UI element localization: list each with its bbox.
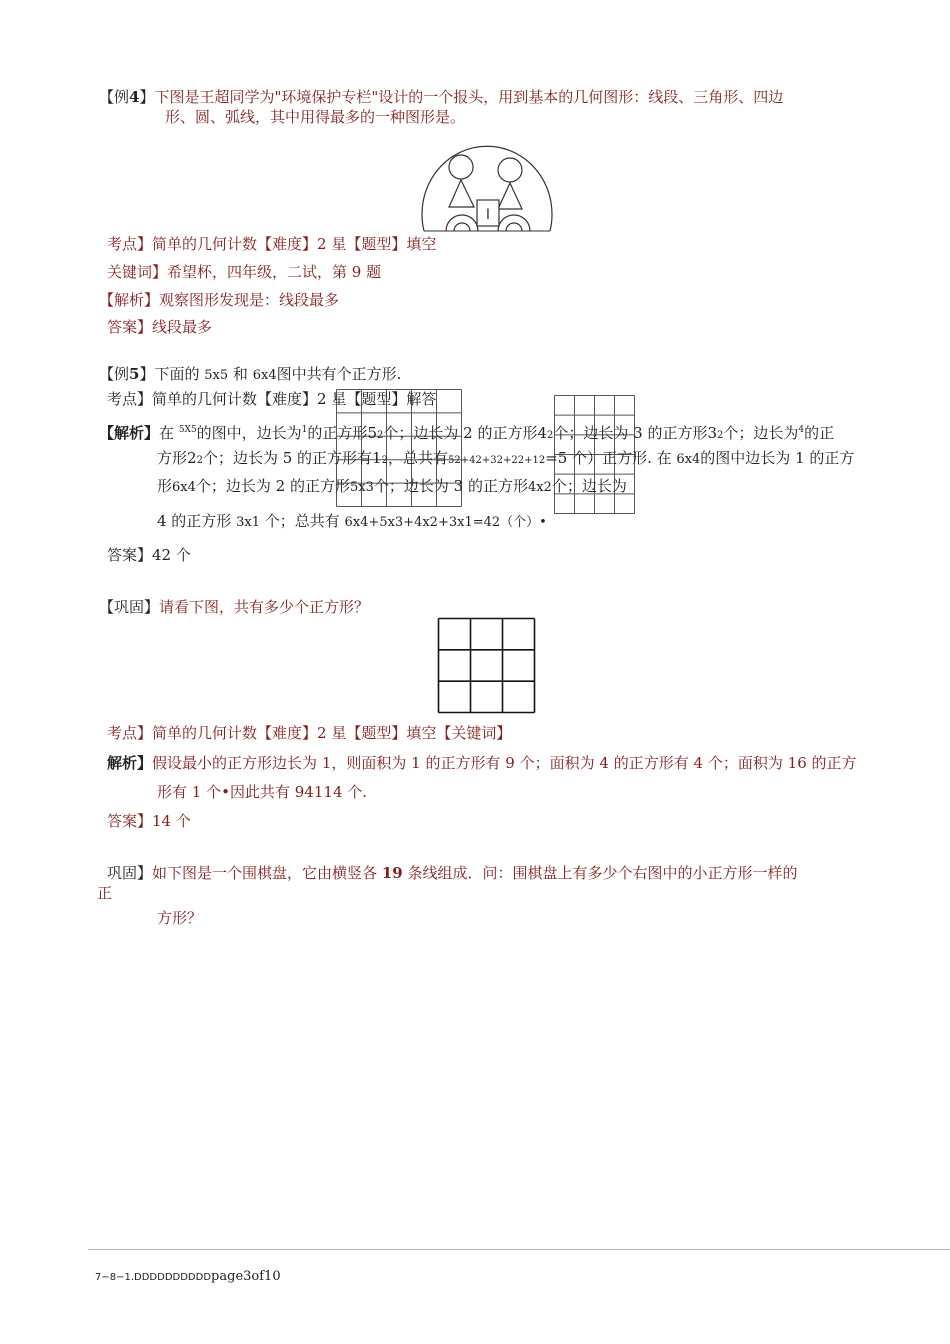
example-5-analysis-line4: 4 的正方形 3x1 个；总共有 6x4+5x3+4x2+3x1=42（个）• bbox=[157, 512, 547, 530]
example-4-kaodian: 考点】简单的几何计数【难度】2 星【题型】填空 bbox=[107, 235, 437, 253]
consolidation-1-question: 【巩固】请看下图，共有多少个正方形？ bbox=[99, 598, 370, 616]
consolidation-1-analysis-line1: 解析】假设最小的正方形边长为 1，则面积为 1 的正方形有 9 个；面积为 4 的正方形有 4 个；面积为 16 的正方 bbox=[107, 754, 857, 772]
example-5-analysis-line3: 形6x4个；边长为 2 的正方形5x3个；边长为 3 的正方形4x2个；边长为 bbox=[157, 477, 627, 495]
example-5-kaodian: 考点】简单的几何计数【难度】2 星【题型】解答 bbox=[107, 390, 437, 408]
example-4-question-line1: 【例4】下图是王超同学为"环境保护专栏"设计的一个报头，用到基本的几何图形：线段、三角形、四边 bbox=[99, 88, 784, 106]
consolidation-2-question-line1: 巩固】如下图是一个围棋盘，它由横竖各 19 条线组成．问：围棋盘上有多少个右图中的小正方形一样的 bbox=[107, 864, 798, 882]
example-4-keywords: 关键词】希望杯，四年级，二试，第 9 题 bbox=[107, 263, 382, 281]
consolidation-1-answer: 答案】14 个 bbox=[107, 812, 191, 830]
footer-divider bbox=[88, 1249, 950, 1250]
right-head-circle bbox=[498, 158, 522, 182]
left-body-triangle bbox=[449, 180, 474, 207]
example-4-question-line2: 形、圆、弧线，其中用得最多的一种图形是。 bbox=[165, 108, 466, 126]
consolidation-2-question-line2: 方形？ bbox=[157, 909, 203, 927]
example-5-answer: 答案】42 个 bbox=[107, 546, 191, 564]
consolidation-2-question-wrap: 正 bbox=[97, 884, 113, 902]
newspaper-header-figure bbox=[420, 127, 554, 235]
consolidation-1-analysis-line2: 形有 1 个•因此共有 94114 个. bbox=[157, 783, 368, 801]
example-5-analysis-line2: 方形22个；边长为 5 的正方形有12，总共有52+42+32+22+12=5 个）正方形. 在 6x4的图中边长为 1 的正方 bbox=[157, 449, 855, 467]
right-body-triangle bbox=[498, 183, 522, 209]
consolidation-1-kaodian: 考点】简单的几何计数【难度】2 星【题型】填空【关键词】 bbox=[107, 724, 512, 742]
example-4-analysis: 【解析】观察图形发现是：线段最多 bbox=[99, 291, 340, 309]
left-head-circle bbox=[449, 155, 473, 179]
grid-3x3 bbox=[438, 618, 536, 714]
left-base-arc-inner bbox=[454, 223, 470, 231]
example-4-answer: 答案】线段最多 bbox=[107, 318, 213, 336]
center-box-letter: I bbox=[485, 207, 491, 223]
example-5-question: 【例5】下面的 5x5 和 6x4图中共有个正方形. bbox=[99, 365, 402, 383]
right-base-arc-inner bbox=[506, 223, 522, 231]
example-5-analysis-line1: 【解析】在 $^{5X5}$的图中，边长为$^1$的正方形52个；边长为 2 的正方形42个；边长为 3 的正方形32个；边长为$^4$的正 bbox=[99, 424, 835, 442]
page-footer: 7−8−1.DDDDDDDDDDpage3of10 bbox=[95, 1269, 281, 1284]
